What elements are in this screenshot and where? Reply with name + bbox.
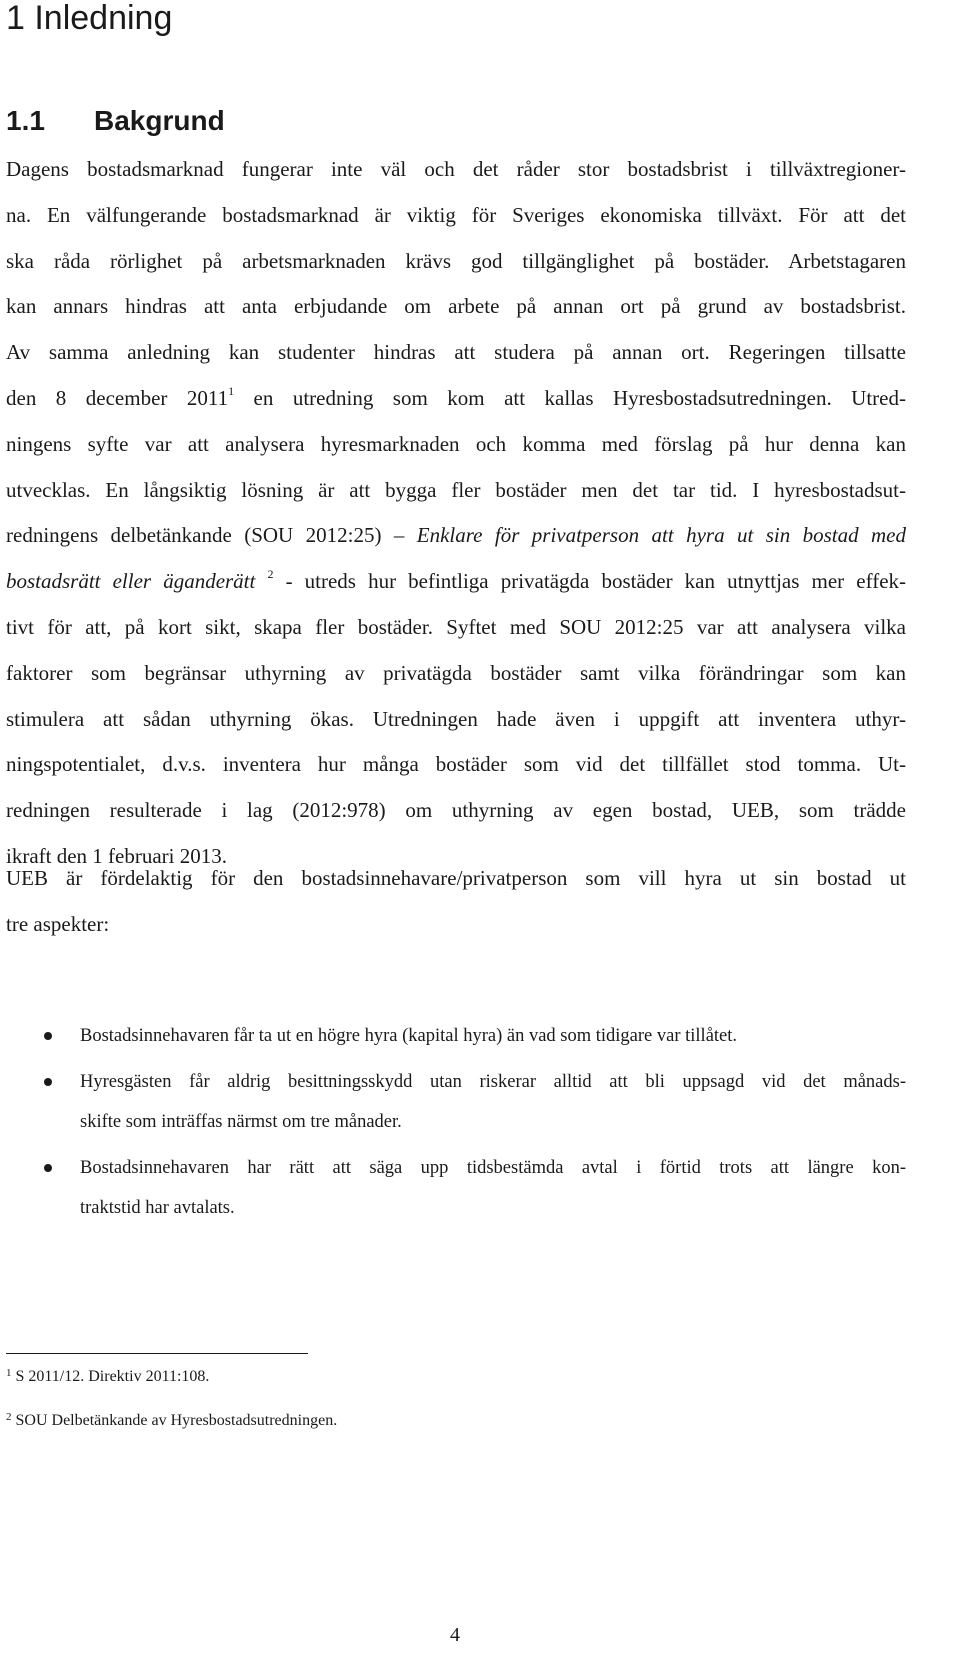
report-title-italic: bostadsrätt eller äganderätt — [6, 569, 256, 594]
footnote-text: S 2011/12. Direktiv 2011:108. — [15, 1368, 210, 1385]
chapter-heading: 1 Inledning — [6, 0, 173, 37]
footnote-mark: 1 — [6, 1367, 12, 1379]
footnote-ref[interactable]: 1 — [228, 383, 235, 398]
footnote — [6, 1367, 906, 1388]
paragraph-line: na. En välfungerande bostadsmarknad är viktig för Sveriges ekonomiska tillväxt. För att det — [6, 202, 906, 227]
paragraph-line: UEB är fördelaktig för den bostadsinnehavare/privatperson som vill hyra ut sin bostad ut — [6, 866, 906, 890]
paragraph-2 — [6, 855, 906, 947]
paragraph-1 — [6, 147, 906, 880]
line-text: en utredning som kom att kallas Hyresbostadsutredningen. Utred- — [234, 385, 906, 410]
list-item — [6, 1148, 906, 1228]
paragraph-line: ska råda rörlighet på arbetsmarknaden krävs god tillgänglighet på bostäder. Arbetstagaren — [6, 248, 906, 273]
list-item-line: Bostadsinnehavaren har rätt att säga upp tidsbestämda avtal i förtid trots att längre kon- — [80, 1158, 906, 1178]
bullet-icon — [44, 1164, 52, 1172]
paragraph-line: ningspotentialet, d.v.s. inventera hur många bostäder som vid det tillfället stod tomma. Ut- — [6, 752, 906, 777]
footnote-mark: 2 — [6, 1411, 12, 1423]
paragraph-line: stimulera att sådan uthyrning ökas. Utredningen hade även i uppgift att inventera uthyr- — [6, 706, 906, 731]
list-item — [6, 1016, 906, 1056]
paragraph-line: faktorer som begränsar uthyrning av privatägda bostäder samt vilka förändringar som kan — [6, 660, 906, 685]
section-heading — [6, 105, 225, 137]
list-item-line: Hyresgästen får aldrig besittningsskydd utan riskerar alltid att bli uppsagd vid det månads- — [80, 1072, 906, 1092]
list-item-line: Bostadsinnehavaren får ta ut en högre hyra (kapital hyra) än vad som tidigare var tillåtet. — [80, 1026, 738, 1046]
page-number: 4 — [450, 1624, 460, 1646]
bullet-icon — [44, 1032, 52, 1040]
line-text: redningens delbetänkande (SOU 2012:25) – — [6, 523, 417, 548]
paragraph-line: tre aspekter: — [6, 912, 110, 936]
footnotes — [6, 1367, 906, 1455]
bullet-list — [6, 1016, 906, 1234]
list-item-line: skifte som inträffas närmst om tre månader. — [80, 1112, 402, 1132]
paragraph-line: Av samma anledning kan studenter hindras att studera på annan ort. Regeringen tillsatte — [6, 340, 906, 365]
footnote-ref[interactable]: 2 — [267, 567, 274, 582]
paragraph-line — [6, 559, 906, 605]
section-number: 1.1 — [6, 105, 45, 136]
list-item-line: traktstid har avtalats. — [80, 1198, 235, 1218]
paragraph-line — [6, 513, 906, 559]
paragraph-line: ikraft den 1 februari 2013. — [6, 843, 228, 868]
footnote — [6, 1411, 906, 1432]
footnote-text: SOU Delbetänkande av Hyresbostadsutredningen. — [15, 1412, 338, 1429]
line-text: den 8 december 2011 — [6, 385, 229, 410]
line-text: - utreds hur befintliga privatägda bostäder kan utnyttjas mer effek- — [273, 569, 907, 594]
paragraph-line: Dagens bostadsmarknad fungerar inte väl och det råder stor bostadsbrist i tillväxtregioner- — [6, 157, 906, 181]
paragraph-line: tivt för att, på kort sikt, skapa fler bostäder. Syftet med SOU 2012:25 var att analysera vilka — [6, 614, 906, 639]
paragraph-line: utvecklas. En långsiktig lösning är att bygga fler bostäder men det tar tid. I hyresbostadsut- — [6, 477, 906, 502]
paragraph-line: redningen resulterade i lag (2012:978) om uthyrning av egen bostad, UEB, som trädde — [6, 798, 906, 823]
list-item — [6, 1062, 906, 1142]
section-title: Bakgrund — [94, 105, 225, 136]
paragraph-line — [6, 376, 906, 422]
paragraph-line: kan annars hindras att anta erbjudande om arbete på annan ort på grund av bostadsbrist. — [6, 294, 906, 319]
report-title-italic: Enklare för privatperson att hyra ut sin bostad med — [416, 523, 907, 548]
paragraph-line: ningens syfte var att analysera hyresmarknaden och komma med förslag på hur denna kan — [6, 431, 906, 456]
footnote-separator — [6, 1353, 308, 1354]
bullet-icon — [44, 1078, 52, 1086]
